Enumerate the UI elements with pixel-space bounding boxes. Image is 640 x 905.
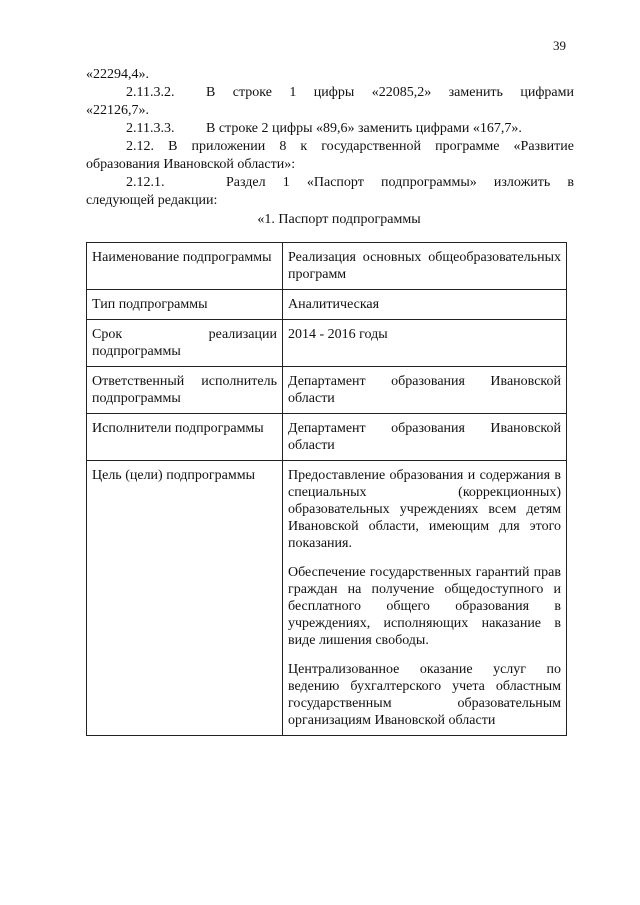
text-line-4 — [86, 120, 574, 138]
text-line-2 — [86, 84, 574, 102]
text-line-5: 2.12. В приложении 8 к государственной программе «Развитие — [126, 139, 574, 154]
goal-paragraph-1: Предоставление образования и содержания в специальных (коррекционных) образовательных учреждениях всем детям Ивановской области, имеющим для этого показания. — [288, 468, 561, 551]
item-text-2-11-3-2: В строке 1 цифры «22085,2» заменить цифрами — [206, 85, 574, 100]
table-row — [87, 367, 567, 414]
item-text-2-12-1: Раздел 1 «Паспорт подпрограммы» изложить в — [226, 175, 574, 190]
text-line-7 — [86, 174, 574, 192]
row-value: 2014 - 2016 годы — [283, 320, 567, 367]
table-row-goal — [87, 461, 567, 736]
row-value: Департамент образования Ивановской области — [283, 367, 567, 414]
item-number-2-12-1: 2.12.1. — [126, 175, 165, 190]
row-value: Реализация основных общеобразовательных программ — [283, 243, 567, 290]
row-value: Департамент образования Ивановской области — [283, 414, 567, 461]
page-number: 39 — [553, 38, 566, 53]
item-text-2-11-3-3: В строке 2 цифры «89,6» заменить цифрами «167,7». — [206, 121, 522, 136]
goal-paragraph-2: Обеспечение государственных гарантий прав граждан на получение общедоступного и бесплатного общего образования в учреждениях, исполняющих наказание в виде лишения свободы. — [288, 565, 561, 648]
passport-table — [86, 242, 567, 736]
row-label: Тип подпрограммы — [87, 290, 283, 320]
row-value: Аналитическая — [283, 290, 567, 320]
goal-paragraph-3: Централизованное оказание услуг по ведению бухгалтерского учета областным государственным образовательным организациям Ивановской области — [288, 662, 561, 728]
item-number-2-11-3-3: 2.11.3.3. — [126, 121, 175, 136]
row-label: Наименование подпрограммы — [87, 243, 283, 290]
body-text — [86, 66, 574, 210]
text-line-1: «22294,4». — [86, 67, 149, 82]
row-label: Срок реализации подпрограммы — [87, 320, 283, 367]
table-row — [87, 243, 567, 290]
row-label: Исполнители подпрограммы — [87, 414, 283, 461]
goal-value — [283, 461, 567, 736]
item-number-2-11-3-2: 2.11.3.2. — [126, 85, 175, 100]
table-row — [87, 290, 567, 320]
table-row — [87, 414, 567, 461]
text-line-6: образования Ивановской области»: — [86, 157, 296, 172]
table-row — [87, 320, 567, 367]
row-label: Ответственный исполнитель подпрограммы — [87, 367, 283, 414]
goal-label: Цель (цели) подпрограммы — [87, 461, 283, 736]
text-line-3: «22126,7». — [86, 103, 149, 118]
table-caption: «1. Паспорт подпрограммы — [257, 212, 421, 227]
text-line-8: следующей редакции: — [86, 193, 218, 208]
